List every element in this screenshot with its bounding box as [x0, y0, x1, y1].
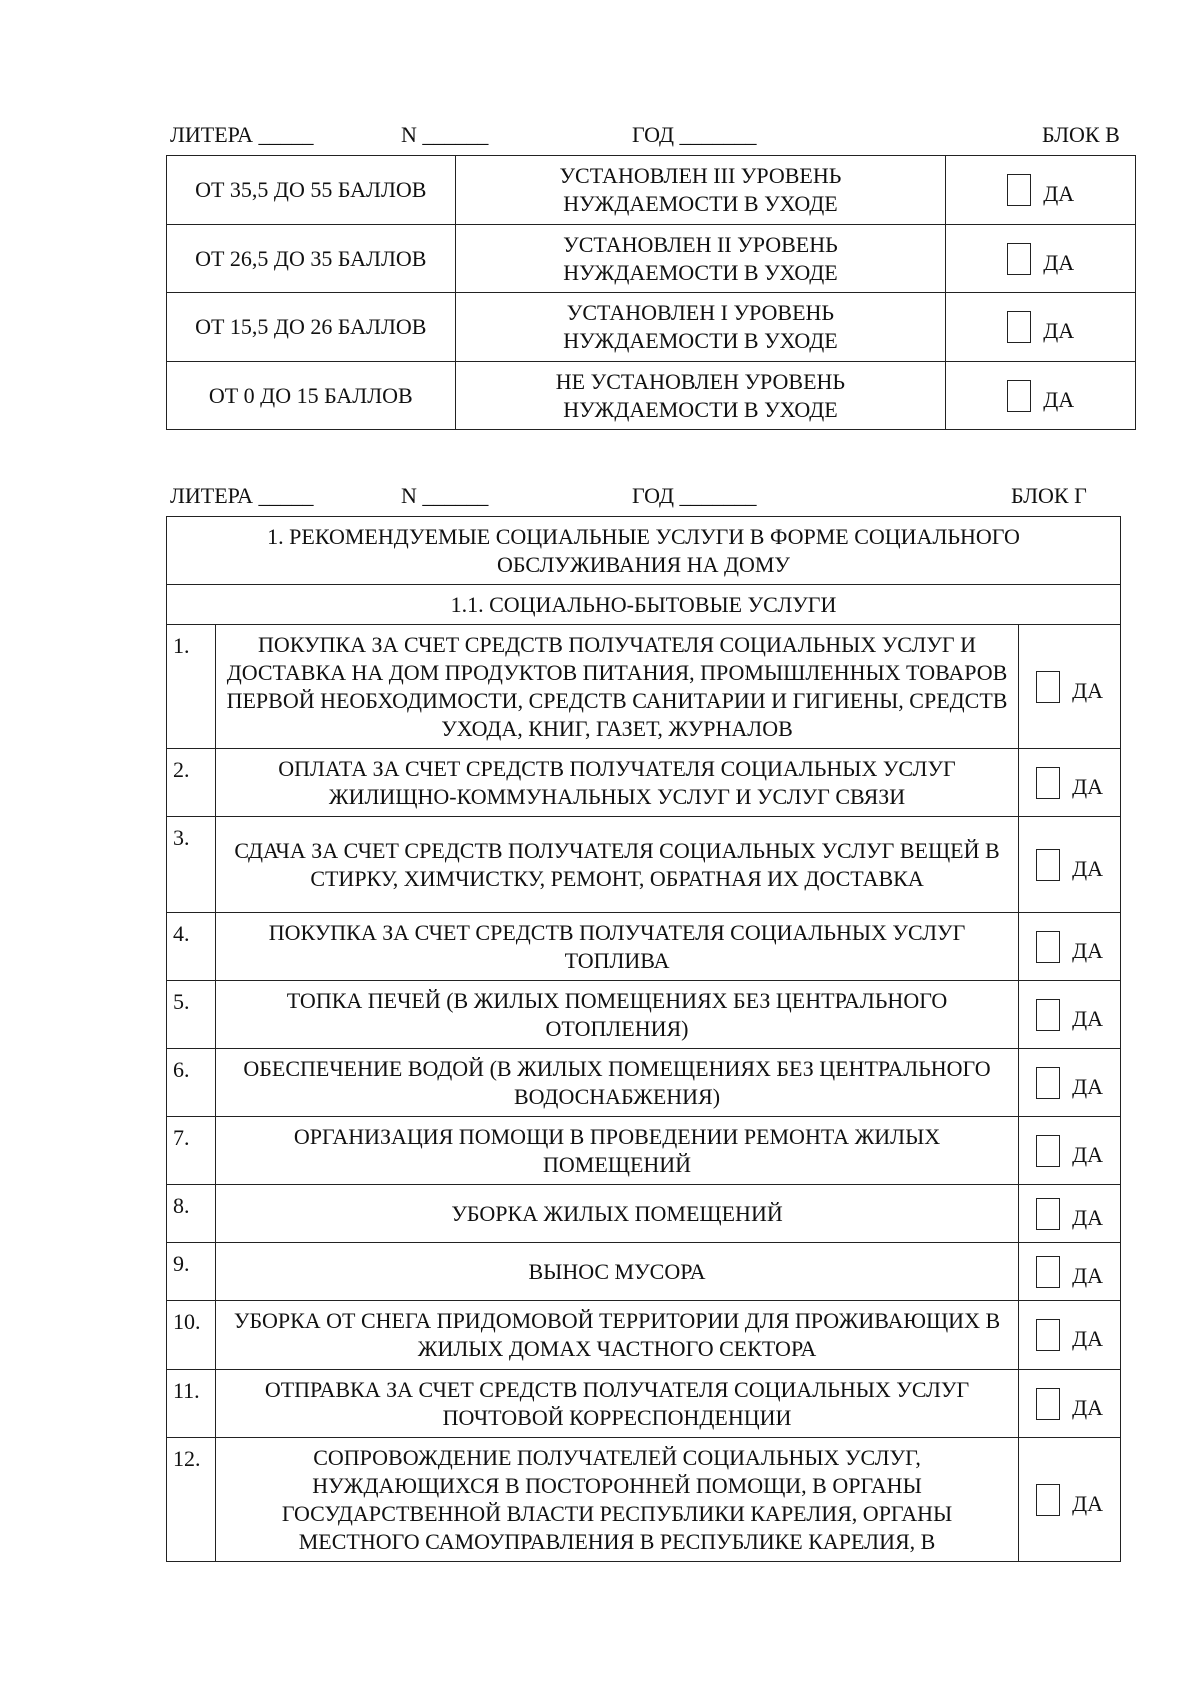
checkbox[interactable]: [1036, 671, 1060, 703]
checkbox[interactable]: [1036, 1198, 1060, 1230]
service-row: [167, 1185, 1121, 1243]
service-row: [167, 981, 1121, 1049]
yes-option[interactable]: [1019, 981, 1121, 1049]
care-level-row: [167, 225, 1136, 293]
block-b-header: [0, 122, 1200, 152]
service-text: ТОПКА ПЕЧЕЙ (В ЖИЛЫХ ПОМЕЩЕНИЯХ БЕЗ ЦЕНТРАЛЬНОГО ОТОПЛЕНИЯ): [215, 981, 1018, 1049]
litera-label: ЛИТЕРА _____: [170, 122, 314, 147]
care-level-text: УСТАНОВЛЕН I УРОВЕНЬ НУЖДАЕМОСТИ В УХОДЕ: [455, 293, 946, 362]
services-section-title: 1. РЕКОМЕНДУЕМЫЕ СОЦИАЛЬНЫЕ УСЛУГИ В ФОРМЕ СОЦИАЛЬНОГО ОБСЛУЖИВАНИЯ НА ДОМУ: [167, 517, 1121, 585]
service-text: СОПРОВОЖДЕНИЕ ПОЛУЧАТЕЛЕЙ СОЦИАЛЬНЫХ УСЛУГ, НУЖДАЮЩИХСЯ В ПОСТОРОННЕЙ ПОМОЩИ, В ОРГАНЫ ГОСУДАРСТВЕННОЙ ВЛАСТИ РЕСПУБЛИКИ КАРЕЛИЯ, ОРГАНЫ МЕСТНОГО САМОУПРАВЛЕНИЯ В РЕСПУБЛИКЕ КАРЕЛИЯ, В: [215, 1438, 1018, 1562]
checkbox[interactable]: [1007, 174, 1031, 206]
checkbox[interactable]: [1036, 1388, 1060, 1420]
points-range: ОТ 26,5 ДО 35 БАЛЛОВ: [167, 225, 456, 293]
checkbox[interactable]: [1036, 1484, 1060, 1516]
block-label: БЛОК В: [1042, 122, 1120, 147]
checkbox[interactable]: [1036, 999, 1060, 1031]
yes-label: ДА: [1072, 1141, 1103, 1167]
yes-option[interactable]: [946, 156, 1136, 225]
block-g-header: [0, 483, 1200, 513]
yes-option[interactable]: [1019, 1185, 1121, 1243]
year-label: ГОД _______: [632, 483, 757, 508]
service-number: 12.: [167, 1438, 216, 1562]
year-label: ГОД _______: [632, 122, 757, 147]
service-row: [167, 625, 1121, 749]
service-text: ОПЛАТА ЗА СЧЕТ СРЕДСТВ ПОЛУЧАТЕЛЯ СОЦИАЛЬНЫХ УСЛУГ ЖИЛИЩНО-КОММУНАЛЬНЫХ УСЛУГ И УСЛУГ СВЯЗИ: [215, 749, 1018, 817]
yes-label: ДА: [1072, 937, 1103, 963]
service-number: 1.: [167, 625, 216, 749]
yes-option[interactable]: [1019, 749, 1121, 817]
service-text: ОБЕСПЕЧЕНИЕ ВОДОЙ (В ЖИЛЫХ ПОМЕЩЕНИЯХ БЕЗ ЦЕНТРАЛЬНОГО ВОДОСНАБЖЕНИЯ): [215, 1049, 1018, 1117]
yes-option[interactable]: [1019, 1243, 1121, 1301]
yes-label: ДА: [1072, 1394, 1103, 1420]
service-number: 8.: [167, 1185, 216, 1243]
checkbox[interactable]: [1007, 311, 1031, 343]
yes-option[interactable]: [1019, 817, 1121, 913]
checkbox[interactable]: [1036, 767, 1060, 799]
service-number: 2.: [167, 749, 216, 817]
checkbox[interactable]: [1036, 1067, 1060, 1099]
yes-label: ДА: [1072, 1073, 1103, 1099]
yes-label: ДА: [1072, 855, 1103, 881]
yes-label: ДА: [1043, 181, 1075, 206]
yes-option[interactable]: [1019, 1370, 1121, 1438]
care-level-row: [167, 293, 1136, 362]
number-label: N ______: [401, 483, 489, 508]
service-row: [167, 749, 1121, 817]
yes-label: ДА: [1072, 1262, 1103, 1288]
number-label: N ______: [401, 122, 489, 147]
yes-label: ДА: [1072, 1490, 1103, 1516]
litera-label: ЛИТЕРА _____: [170, 483, 314, 508]
yes-label: ДА: [1043, 386, 1075, 412]
points-range: ОТ 35,5 ДО 55 БАЛЛОВ: [167, 156, 456, 225]
service-row: [167, 1370, 1121, 1438]
checkbox[interactable]: [1036, 1135, 1060, 1167]
yes-label: ДА: [1072, 1005, 1103, 1031]
yes-label: ДА: [1072, 773, 1103, 799]
yes-option[interactable]: [946, 362, 1136, 430]
service-row: [167, 1301, 1121, 1370]
care-level-text: НЕ УСТАНОВЛЕН УРОВЕНЬ НУЖДАЕМОСТИ В УХОДЕ: [455, 362, 946, 430]
care-level-row: [167, 362, 1136, 430]
care-level-row: [167, 156, 1136, 225]
service-text: ВЫНОС МУСОРА: [215, 1243, 1018, 1301]
yes-option[interactable]: [1019, 1301, 1121, 1370]
checkbox[interactable]: [1007, 380, 1031, 412]
service-number: 7.: [167, 1117, 216, 1185]
care-level-text: УСТАНОВЛЕН III УРОВЕНЬ НУЖДАЕМОСТИ В УХОДЕ: [455, 156, 946, 225]
yes-label: ДА: [1072, 677, 1103, 703]
service-text: УБОРКА ЖИЛЫХ ПОМЕЩЕНИЙ: [215, 1185, 1018, 1243]
service-number: 9.: [167, 1243, 216, 1301]
block-label: БЛОК Г: [1011, 483, 1087, 508]
yes-option[interactable]: [1019, 913, 1121, 981]
points-range: ОТ 15,5 ДО 26 БАЛЛОВ: [167, 293, 456, 362]
checkbox[interactable]: [1036, 1256, 1060, 1288]
checkbox[interactable]: [1036, 849, 1060, 881]
service-row: [167, 817, 1121, 913]
service-text: ПОКУПКА ЗА СЧЕТ СРЕДСТВ ПОЛУЧАТЕЛЯ СОЦИАЛЬНЫХ УСЛУГ ТОПЛИВА: [215, 913, 1018, 981]
service-text: ОТПРАВКА ЗА СЧЕТ СРЕДСТВ ПОЛУЧАТЕЛЯ СОЦИАЛЬНЫХ УСЛУГ ПОЧТОВОЙ КОРРЕСПОНДЕНЦИИ: [215, 1370, 1018, 1438]
block-b-table: [166, 155, 1136, 430]
yes-label: ДА: [1072, 1326, 1103, 1351]
yes-label: ДА: [1072, 1204, 1103, 1230]
block-g-table: [166, 516, 1121, 1562]
yes-option[interactable]: [1019, 1438, 1121, 1562]
care-level-text: УСТАНОВЛЕН II УРОВЕНЬ НУЖДАЕМОСТИ В УХОДЕ: [455, 225, 946, 293]
checkbox[interactable]: [1036, 931, 1060, 963]
service-number: 4.: [167, 913, 216, 981]
service-text: УБОРКА ОТ СНЕГА ПРИДОМОВОЙ ТЕРРИТОРИИ ДЛЯ ПРОЖИВАЮЩИХ В ЖИЛЫХ ДОМАХ ЧАСТНОГО СЕКТОРА: [215, 1301, 1018, 1370]
yes-label: ДА: [1043, 318, 1075, 343]
service-row: [167, 1049, 1121, 1117]
service-text: ПОКУПКА ЗА СЧЕТ СРЕДСТВ ПОЛУЧАТЕЛЯ СОЦИАЛЬНЫХ УСЛУГ И ДОСТАВКА НА ДОМ ПРОДУКТОВ ПИТАНИЯ, ПРОМЫШЛЕННЫХ ТОВАРОВ ПЕРВОЙ НЕОБХОДИМОСТИ, СРЕДСТВ САНИТАРИИ И ГИГИЕНЫ, СРЕДСТВ УХОДА, КНИГ, ГАЗЕТ, ЖУРНАЛОВ: [215, 625, 1018, 749]
yes-option[interactable]: [1019, 1117, 1121, 1185]
checkbox[interactable]: [1007, 243, 1031, 275]
points-range: ОТ 0 ДО 15 БАЛЛОВ: [167, 362, 456, 430]
service-text: СДАЧА ЗА СЧЕТ СРЕДСТВ ПОЛУЧАТЕЛЯ СОЦИАЛЬНЫХ УСЛУГ ВЕЩЕЙ В СТИРКУ, ХИМЧИСТКУ, РЕМОНТ, ОБРАТНАЯ ИХ ДОСТАВКА: [215, 817, 1018, 913]
service-row: [167, 1117, 1121, 1185]
service-row: [167, 913, 1121, 981]
yes-label: ДА: [1043, 249, 1075, 275]
service-text: ОРГАНИЗАЦИЯ ПОМОЩИ В ПРОВЕДЕНИИ РЕМОНТА ЖИЛЫХ ПОМЕЩЕНИЙ: [215, 1117, 1018, 1185]
yes-option[interactable]: [946, 225, 1136, 293]
services-subsection-title: 1.1. СОЦИАЛЬНО-БЫТОВЫЕ УСЛУГИ: [167, 585, 1121, 625]
yes-option[interactable]: [946, 293, 1136, 362]
service-number: 10.: [167, 1301, 216, 1370]
service-row: [167, 1438, 1121, 1562]
service-number: 11.: [167, 1370, 216, 1438]
service-number: 3.: [167, 817, 216, 913]
yes-option[interactable]: [1019, 1049, 1121, 1117]
service-number: 5.: [167, 981, 216, 1049]
yes-option[interactable]: [1019, 625, 1121, 749]
checkbox[interactable]: [1036, 1319, 1060, 1351]
service-number: 6.: [167, 1049, 216, 1117]
service-row: [167, 1243, 1121, 1301]
